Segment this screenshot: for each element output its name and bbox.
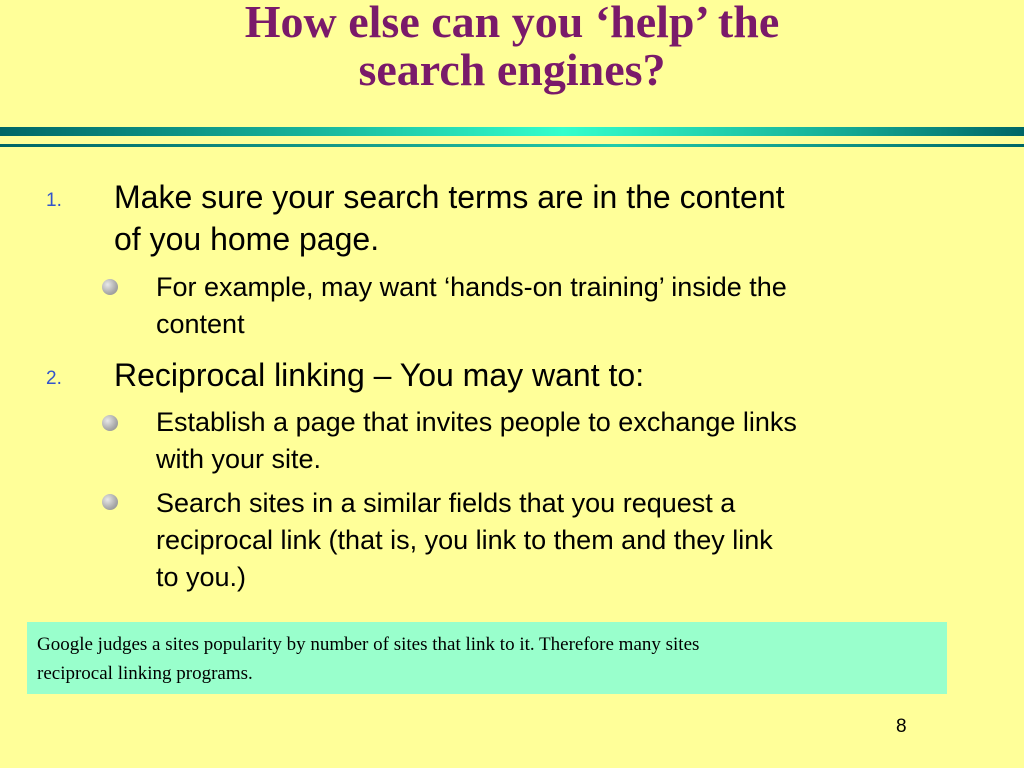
note-line-2: reciprocal linking programs. [37,663,253,684]
item-2-number: 2. [46,368,62,389]
item-1-text-line-2: of you home page. [114,221,380,257]
item-2-text-line-1: Reciprocal linking – You may want to: [114,357,645,393]
page-number: 8 [896,716,907,737]
item-1-sub-1-line-2: content [156,309,245,339]
bullet-icon [102,494,118,510]
item-2-sub-2-line-1: Search sites in a similar fields that you request a [156,488,736,518]
item-2-sub-1-line-1: Establish a page that invites people to exchange links [156,407,797,437]
note-line-1: Google judges a sites popularity by number of sites that link to it. Therefore many sites [37,634,700,655]
item-2-sub-2-line-3: to you.) [156,562,247,592]
item-1-number: 1. [46,190,62,211]
item-2-sub-1-line-2: with your site. [156,444,322,474]
item-1-text-line-1: Make sure your search terms are in the content [114,179,785,215]
bullet-icon [102,415,118,431]
title-line-1: How else can you ‘help’ the [244,0,780,47]
bullet-icon [102,279,118,295]
title-line-2: search engines? [358,44,666,95]
note-box [27,622,947,694]
item-2-sub-2-line-2: reciprocal link (that is, you link to them and they link [156,525,773,555]
item-1-sub-1-line-1: For example, may want ‘hands-on training’ inside the [156,272,787,302]
